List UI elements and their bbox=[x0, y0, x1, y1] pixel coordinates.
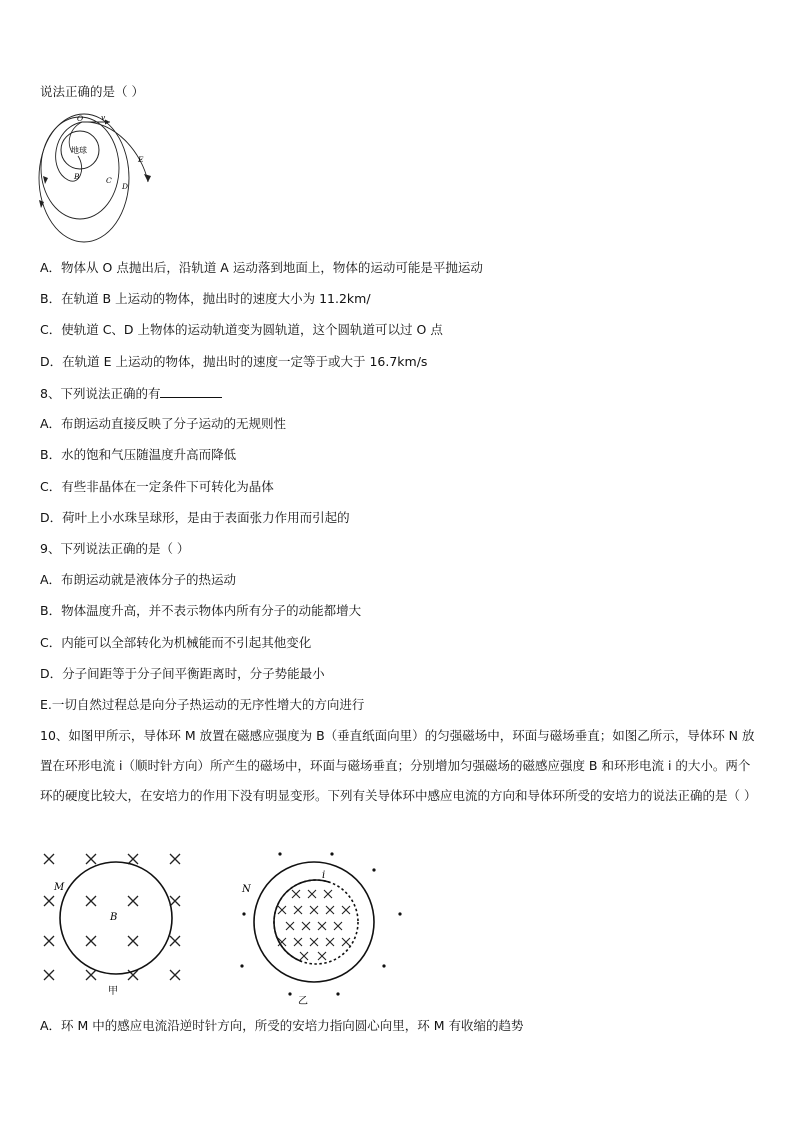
q8-option-c: C．有些非晶体在一定条件下可转化为晶体 bbox=[40, 479, 274, 494]
orbit-D bbox=[39, 114, 129, 242]
orbit-B-label: B bbox=[74, 172, 80, 181]
q9-option-e: E.一切自然过程总是向分子热运动的无序性增大的方向进行 bbox=[40, 697, 365, 712]
outer-field-dots bbox=[240, 852, 401, 995]
q7-option-a: A．物体从 O 点抛出后，沿轨道 A 运动落到地面上，物体的运动可能是平抛运动 bbox=[40, 260, 483, 275]
q7-option-b: B．在轨道 B 上运动的物体，抛出时的速度大小为 11.2km/ bbox=[40, 291, 371, 306]
figure-jia bbox=[38, 848, 188, 1000]
orbit-figure bbox=[34, 112, 164, 247]
q8-option-b: B．水的饱和气压随温度升高而降低 bbox=[40, 447, 237, 462]
inner-field-crosses bbox=[278, 890, 350, 960]
q8-option-a: A．布朗运动直接反映了分子运动的无规则性 bbox=[40, 416, 287, 431]
point-O-label: O bbox=[77, 114, 84, 123]
orbit-C-arrowhead bbox=[43, 176, 48, 184]
q9-option-c: C．内能可以全部转化为机械能而不引起其他变化 bbox=[40, 635, 312, 650]
q9-stem: 9、下列说法正确的是（ ） bbox=[40, 541, 190, 556]
q10-stem: 10、如图甲所示，导体环 M 放置在磁感应强度为 B（垂直纸面向里）的匀强磁场中，环面与磁场垂直；如图乙所示，导体环 N 放置在环形电流 i（顺时针方向）所产生的磁场中，环面与磁场垂直；分别增加匀强磁场的磁感应强度 B 和环形电流 i 的大小。两个环的硬度比较大，在安培力的作用下没有明显变形。下列有关导体环中感应电流的方向和导体环所受的安培力的说法正确的是（ ） bbox=[40, 728, 757, 803]
q9-option-a: A．布朗运动就是液体分子的热运动 bbox=[40, 572, 237, 587]
earth-label: 地球 bbox=[71, 146, 87, 155]
figure-yi bbox=[234, 848, 410, 1008]
q10-option-a: A．环 M 中的感应电流沿逆时针方向，所受的安培力指向圆心向里，环 M 有收缩的趋势 bbox=[40, 1018, 524, 1033]
q7-option-c: C．使轨道 C、D 上物体的运动轨道变为圆轨道，这个圆轨道可以过 O 点 bbox=[40, 322, 443, 337]
q9-option-d: D．分子间距等于分子间平衡距离时，分子势能最小 bbox=[40, 666, 325, 681]
field-B-label: B bbox=[110, 912, 118, 923]
orbit-E-label: E bbox=[138, 155, 144, 164]
q7-stem-tail: 说法正确的是（ ） bbox=[40, 84, 144, 99]
q8-stem-text: 8、下列说法正确的有 bbox=[40, 386, 161, 401]
current-loop-solid bbox=[262, 868, 370, 976]
velocity-label: v bbox=[101, 113, 106, 122]
q8-option-d: D．荷叶上小水珠呈球形，是由于表面张力作用而引起的 bbox=[40, 510, 350, 525]
orbit-C-label: C bbox=[106, 176, 112, 185]
q8-stem bbox=[40, 385, 222, 402]
q7-option-d: D．在轨道 E 上运动的物体，抛出时的速度一定等于或大于 16.7km/s bbox=[40, 354, 428, 369]
orbit-C bbox=[41, 117, 119, 219]
caption-jia: 甲 bbox=[108, 986, 118, 997]
orbit-D-label: D bbox=[122, 182, 129, 191]
answer-blank bbox=[160, 385, 222, 398]
current-i-label: i bbox=[322, 870, 326, 881]
caption-yi: 乙 bbox=[298, 996, 308, 1007]
q9-option-b: B．物体温度升高，并不表示物体内所有分子的动能都增大 bbox=[40, 603, 362, 618]
ring-N-label: N bbox=[242, 884, 251, 895]
ring-M-label: M bbox=[54, 882, 65, 893]
orbit-E-arrowhead bbox=[144, 174, 151, 182]
